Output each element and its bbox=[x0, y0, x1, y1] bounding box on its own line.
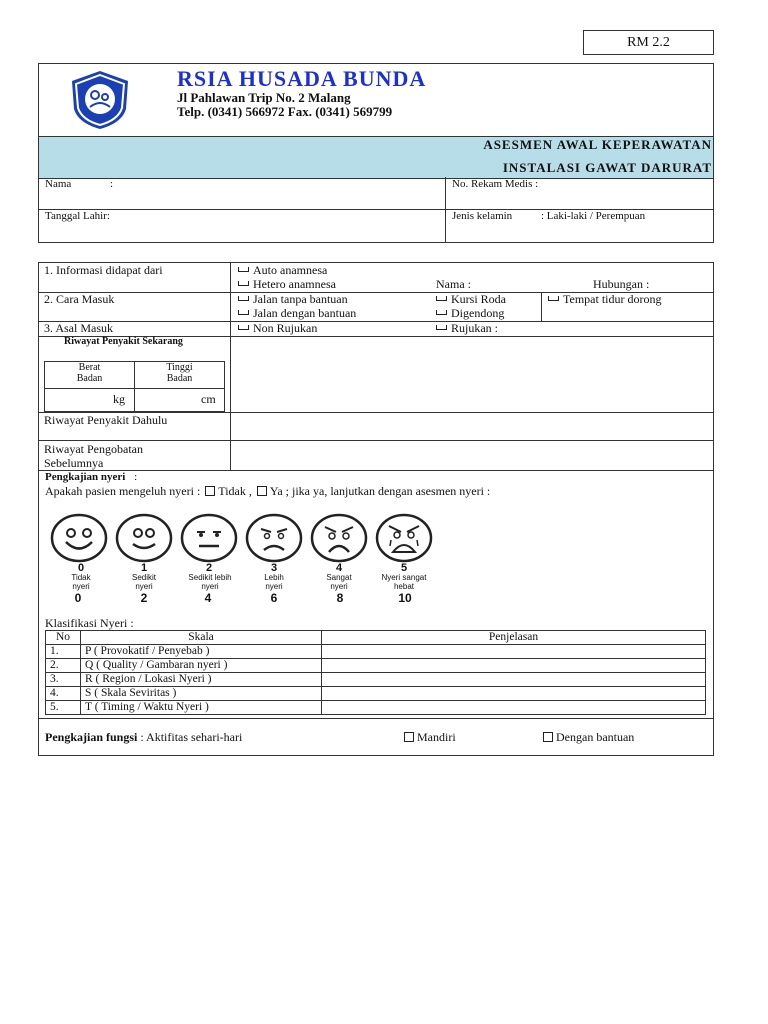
row-skala: R ( Region / Lokasi Nyeri ) bbox=[81, 673, 322, 687]
riwayat-dahulu-label: Riwayat Penyakit Dahulu bbox=[44, 413, 168, 427]
face-0-icon bbox=[50, 512, 108, 564]
option-marker-icon bbox=[238, 323, 249, 330]
tempat-tidur-label: Tempat tidur dorong bbox=[563, 292, 662, 306]
digendong-label: Digendong bbox=[451, 306, 505, 320]
title-line1: ASESMEN AWAL KEPERAWATAN bbox=[483, 137, 712, 152]
option-marker-icon bbox=[548, 294, 559, 301]
header-penjelasan: Penjelasan bbox=[322, 631, 706, 645]
dengan-bantuan-label: Dengan bantuan bbox=[556, 730, 635, 744]
mandiri-label: Mandiri bbox=[417, 730, 456, 744]
option-marker-icon bbox=[238, 265, 249, 272]
digendong-option[interactable] bbox=[436, 306, 504, 321]
scale-label-3: Lebih nyeri bbox=[264, 573, 284, 591]
row-penjelasan-input[interactable] bbox=[322, 673, 706, 687]
table-row bbox=[46, 701, 706, 715]
face-4-icon bbox=[310, 512, 368, 564]
checkbox-icon bbox=[205, 486, 215, 496]
checkbox-icon bbox=[257, 486, 267, 496]
hospital-phone: Telp. (0341) 566972 Fax. (0341) 569799 bbox=[177, 104, 393, 119]
header-no: No bbox=[46, 631, 81, 645]
non-rujukan-option[interactable] bbox=[238, 321, 317, 336]
scale-bottom-3: 6 bbox=[270, 591, 278, 605]
ya-label: Ya ; jika ya, lanjutkan dengan asesmen nyeri : bbox=[269, 484, 491, 498]
option-marker-icon bbox=[436, 308, 447, 315]
face-5-icon bbox=[375, 512, 433, 564]
berat-label-2: Badan bbox=[76, 373, 103, 384]
scale-label-0: Tidak nyeri bbox=[71, 573, 91, 591]
pengobatan-label-2: Sebelumnya bbox=[44, 456, 104, 470]
rujukan-option[interactable] bbox=[436, 321, 498, 336]
row-no: 2. bbox=[46, 659, 81, 673]
non-rujukan-label: Non Rujukan bbox=[253, 321, 318, 335]
auto-anamnesa-option[interactable] bbox=[238, 263, 327, 278]
table-row bbox=[46, 645, 706, 659]
face-3-icon bbox=[245, 512, 303, 564]
scale-top-4: 4 bbox=[335, 562, 343, 574]
option-marker-icon bbox=[238, 279, 249, 286]
table-row bbox=[46, 673, 706, 687]
row-penjelasan-input[interactable] bbox=[322, 701, 706, 715]
riwayat-sekarang-label: Riwayat Penyakit Sekarang bbox=[64, 336, 183, 347]
hospital-address: Jl Pahlawan Trip No. 2 Malang bbox=[177, 90, 351, 105]
table-row bbox=[46, 687, 706, 701]
ya-checkbox[interactable] bbox=[257, 484, 490, 498]
dengan-bantuan-checkbox[interactable] bbox=[543, 730, 634, 745]
title-line2: INSTALASI GAWAT DARURAT bbox=[502, 160, 712, 175]
face-2-icon bbox=[180, 512, 238, 564]
scale-bottom-1: 2 bbox=[140, 591, 148, 605]
face-1-icon bbox=[115, 512, 173, 564]
table-header-row bbox=[46, 631, 706, 645]
tidak-label: Tidak , bbox=[218, 484, 252, 498]
jalan-tanpa-label: Jalan tanpa bantuan bbox=[253, 292, 348, 306]
informasi-label: 1. Informasi didapat dari bbox=[44, 263, 163, 277]
hetero-anamnesa-option[interactable] bbox=[238, 277, 336, 292]
rujukan-label: Rujukan : bbox=[451, 321, 498, 335]
klasifikasi-label: Klasifikasi Nyeri : bbox=[45, 616, 134, 630]
scale-top-5: 5 bbox=[400, 562, 408, 574]
option-marker-icon bbox=[436, 294, 447, 301]
row-penjelasan-input[interactable] bbox=[322, 659, 706, 673]
row-penjelasan-input[interactable] bbox=[322, 687, 706, 701]
kursi-roda-option[interactable] bbox=[436, 292, 506, 307]
option-marker-icon bbox=[238, 308, 249, 315]
asal-masuk-label: 3. Asal Masuk bbox=[44, 321, 113, 335]
row-no: 4. bbox=[46, 687, 81, 701]
scale-label-2: Sedikit lebih nyeri bbox=[188, 573, 232, 591]
nyeri-title bbox=[45, 471, 137, 483]
row-no: 5. bbox=[46, 701, 81, 715]
nama-informan-label: Nama : bbox=[436, 277, 471, 291]
cara-masuk-label: 2. Cara Masuk bbox=[44, 292, 115, 306]
tinggi-label-2: Badan bbox=[166, 373, 193, 384]
form-code-box bbox=[583, 30, 714, 55]
scale-label-5: Nyeri sangat hebat bbox=[381, 573, 427, 591]
kursi-roda-label: Kursi Roda bbox=[451, 292, 506, 306]
tidak-checkbox[interactable] bbox=[205, 484, 252, 498]
scale-bottom-0: 0 bbox=[74, 591, 82, 605]
form-code: RM 2.2 bbox=[627, 35, 670, 50]
berat-label-1: Berat bbox=[78, 362, 101, 373]
hubungan-label: Hubungan : bbox=[593, 277, 650, 291]
fungsi-desc: : Aktifitas sehari-hari bbox=[140, 730, 243, 744]
scale-top-0: 0 bbox=[77, 562, 85, 574]
jalan-tanpa-option[interactable] bbox=[238, 292, 348, 307]
tempat-tidur-option[interactable] bbox=[548, 292, 661, 307]
jenis-kelamin-label: Jenis kelamin bbox=[452, 210, 513, 222]
nyeri-question bbox=[45, 484, 490, 499]
header-skala: Skala bbox=[81, 631, 322, 645]
fungsi-row bbox=[45, 730, 242, 745]
row-no: 3. bbox=[46, 673, 81, 687]
klasifikasi-table bbox=[45, 630, 706, 715]
tinggi-label-1: Tinggi bbox=[166, 362, 193, 373]
nyeri-title-colon: : bbox=[134, 471, 138, 483]
pengobatan-label-1: Riwayat Pengobatan bbox=[44, 442, 143, 456]
nyeri-title-text: Pengkajian nyeri bbox=[45, 471, 126, 483]
scale-bottom-4: 8 bbox=[336, 591, 344, 605]
nama-label: Nama bbox=[45, 178, 72, 190]
tanggal-lahir-label: Tanggal Lahir: bbox=[45, 210, 110, 222]
scale-label-1: Sedikit nyeri bbox=[131, 573, 156, 591]
auto-anamnesa-label: Auto anamnesa bbox=[253, 263, 328, 277]
checkbox-icon bbox=[543, 732, 553, 742]
jalan-dengan-option[interactable] bbox=[238, 306, 356, 321]
hospital-logo bbox=[66, 69, 134, 131]
table-row bbox=[46, 659, 706, 673]
jalan-dengan-label: Jalan dengan bantuan bbox=[253, 306, 357, 320]
row-skala: T ( Timing / Waktu Nyeri ) bbox=[81, 701, 322, 715]
scale-top-3: 3 bbox=[270, 562, 278, 574]
checkbox-icon bbox=[404, 732, 414, 742]
row-skala: Q ( Quality / Gambaran nyeri ) bbox=[81, 659, 322, 673]
row-no: 1. bbox=[46, 645, 81, 659]
fungsi-title: Pengkajian fungsi bbox=[45, 730, 138, 744]
kg-unit: kg bbox=[113, 392, 125, 406]
scale-label-4: Sangat nyeri bbox=[326, 573, 352, 591]
cm-unit: cm bbox=[201, 392, 216, 406]
scale-bottom-2: 4 bbox=[204, 591, 212, 605]
row-skala: S ( Skala Seviritas ) bbox=[81, 687, 322, 701]
nyeri-question-text: Apakah pasien mengeluh nyeri : bbox=[45, 484, 201, 498]
nama-colon: : bbox=[110, 178, 114, 190]
jenis-kelamin-value: : Laki-laki / Perempuan bbox=[541, 210, 646, 222]
option-marker-icon bbox=[238, 294, 249, 301]
mandiri-checkbox[interactable] bbox=[404, 730, 456, 745]
scale-top-1: 1 bbox=[140, 562, 148, 574]
scale-bottom-5: 10 bbox=[398, 591, 412, 605]
scale-top-2: 2 bbox=[205, 562, 213, 574]
row-skala: P ( Provokatif / Penyebab ) bbox=[81, 645, 322, 659]
hospital-name: RSIA HUSADA BUNDA bbox=[177, 66, 427, 91]
row-penjelasan-input[interactable] bbox=[322, 645, 706, 659]
hetero-anamnesa-label: Hetero anamnesa bbox=[253, 277, 336, 291]
rekam-medis-label: No. Rekam Medis : bbox=[452, 178, 539, 190]
option-marker-icon bbox=[436, 323, 447, 330]
